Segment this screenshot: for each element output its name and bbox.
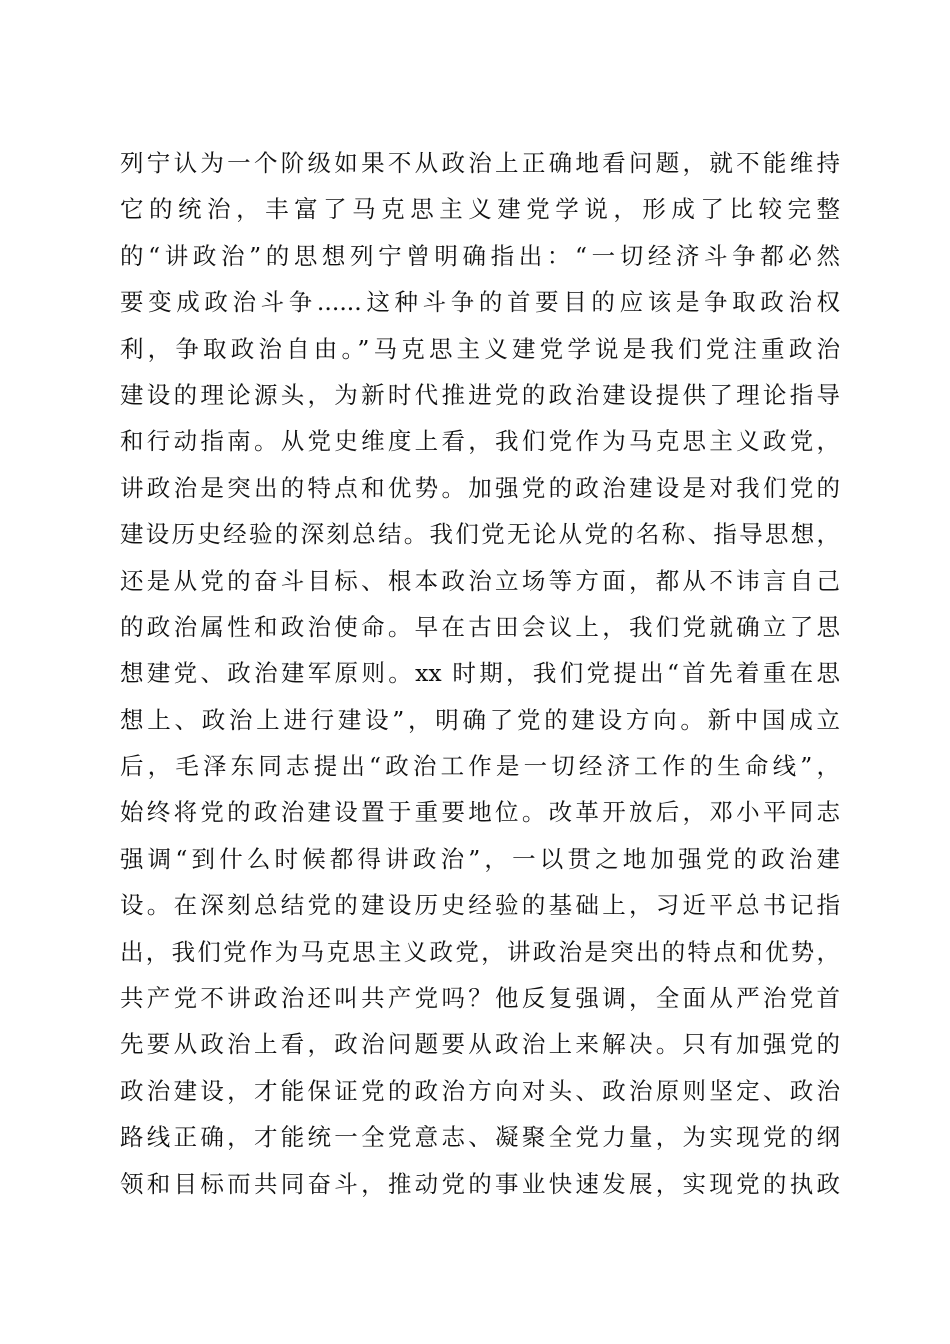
text-line: 共产党不讲政治还叫共产党吗？他反复强调，全面从严治党首: [120, 984, 840, 1013]
text-line: 始终将党的政治建设置于重要地位。改革开放后，邓小平同志: [120, 798, 840, 827]
body-paragraph: [120, 140, 840, 1207]
text-line: 路线正确，才能统一全党意志、凝聚全党力量，为实现党的纲: [120, 1123, 840, 1152]
text-line: 和行动指南。从党史维度上看，我们党作为马克思主义政党，: [120, 427, 840, 456]
text-line: 建设历史经验的深刻总结。我们党无论从党的名称、指导思想，: [120, 520, 840, 549]
text-line: 先要从政治上看，政治问题要从政治上来解决。只有加强党的: [120, 1030, 840, 1059]
text-line: 的政治属性和政治使命。早在古田会议上，我们党就确立了思: [120, 612, 840, 641]
text-line: 讲政治是突出的特点和优势。加强党的政治建设是对我们党的: [120, 473, 840, 502]
text-line: 想建党、政治建军原则。xx 时期，我们党提出“首先着重在思: [120, 659, 840, 688]
text-line: 出，我们党作为马克思主义政党，讲政治是突出的特点和优势，: [120, 937, 840, 966]
text-line: 还是从党的奋斗目标、根本政治立场等方面，都从不讳言自己: [120, 566, 840, 595]
text-line: 要变成政治斗争......这种斗争的首要目的应该是争取政治权: [120, 288, 840, 317]
text-line: 领和目标而共同奋斗，推动党的事业快速发展，实现党的执政: [120, 1169, 840, 1198]
text-line: 设。在深刻总结党的建设历史经验的基础上，习近平总书记指: [120, 891, 840, 920]
text-line: 强调“到什么时候都得讲政治”，一以贯之地加强党的政治建: [120, 844, 840, 873]
text-line: 的“讲政治”的思想列宁曾明确指出：“一切经济斗争都必然: [120, 241, 840, 270]
text-line: 它的统治，丰富了马克思主义建党学说，形成了比较完整: [120, 195, 840, 224]
text-line: 利，争取政治自由。”马克思主义建党学说是我们党注重政治: [120, 334, 840, 363]
text-line: 想上、政治上进行建设”，明确了党的建设方向。新中国成立: [120, 705, 840, 734]
text-line: 后，毛泽东同志提出“政治工作是一切经济工作的生命线”，: [120, 752, 840, 781]
text-line: 建设的理论源头，为新时代推进党的政治建设提供了理论指导: [120, 380, 840, 409]
text-line: 政治建设，才能保证党的政治方向对头、政治原则坚定、政治: [120, 1076, 840, 1105]
text-line: 列宁认为一个阶级如果不从政治上正确地看问题，就不能维持: [120, 149, 840, 177]
